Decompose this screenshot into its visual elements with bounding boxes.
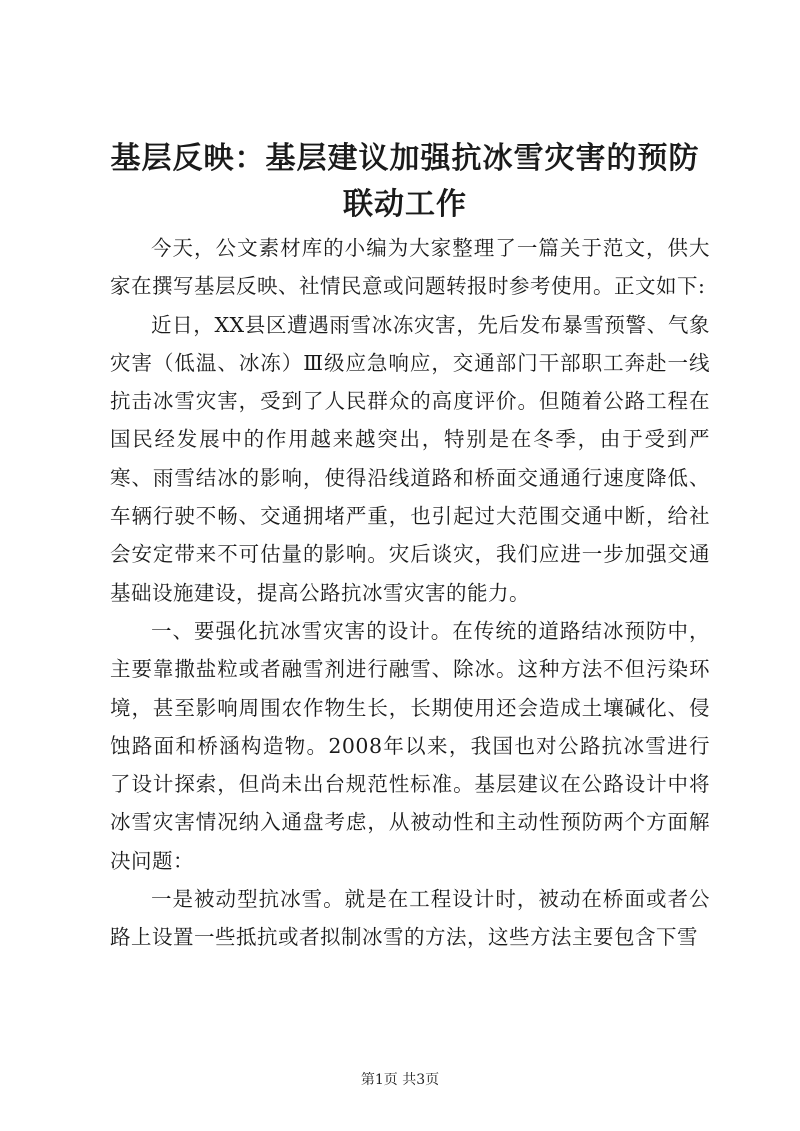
paragraph-background: 近日，XX县区遭遇雨雪冰冻灾害，先后发布暴雪预警、气象灾害（低温、冰冻）Ⅲ级应急响应，交通部门干部职工奔赴一线抗击冰雪灾害，受到了人民群众的高度评价。但随着公路工程在国民经发展中的作用越来越突出，特别是在冬季，由于受到严寒、雨雪结冰的影响，使得沿线道路和桥面交通通行速度降低、车辆行驶不畅、交通拥堵严重，也引起过大范围交通中断，给社会安定带来不可估量的影响。灾后谈灾，我们应进一步加强交通基础设施建设，提高公路抗冰雪灾害的能力。 <box>110 312 710 605</box>
paragraph-intro: 今天，公文素材库的小编为大家整理了一篇关于范文，供大家在撰写基层反映、社情民意或问题转报时参考使用。正文如下: <box>110 236 710 299</box>
page-number-footer: 第1页 共3页 <box>360 1072 440 1088</box>
paragraph-section-one: 一、要强化抗冰雪灾害的设计。在传统的道路结冰预防中，主要靠撒盐粒或者融雪剂进行融雪、除冰。这种方法不但污染环境，甚至影响周围农作物生长，长期使用还会造成土壤碱化、侵蚀路面和桥涵构造物。2008年以来，我国也对公路抗冰雪进行了设计探索，但尚未出台规范性标准。基层建议在公路设计中将冰雪灾害情况纳入通盘考虑，从被动性和主动性预防两个方面解决问题： <box>110 618 710 873</box>
paragraph-passive-measures: 一是被动型抗冰雪。就是在工程设计时，被动在桥面或者公路上设置一些抵抗或者拟制冰雪的方法，这些方法主要包含下雪 <box>110 887 710 950</box>
document-title: 基层反映：基层建议加强抗冰雪灾害的预防联动工作 <box>110 141 700 222</box>
document-body <box>110 229 710 957</box>
